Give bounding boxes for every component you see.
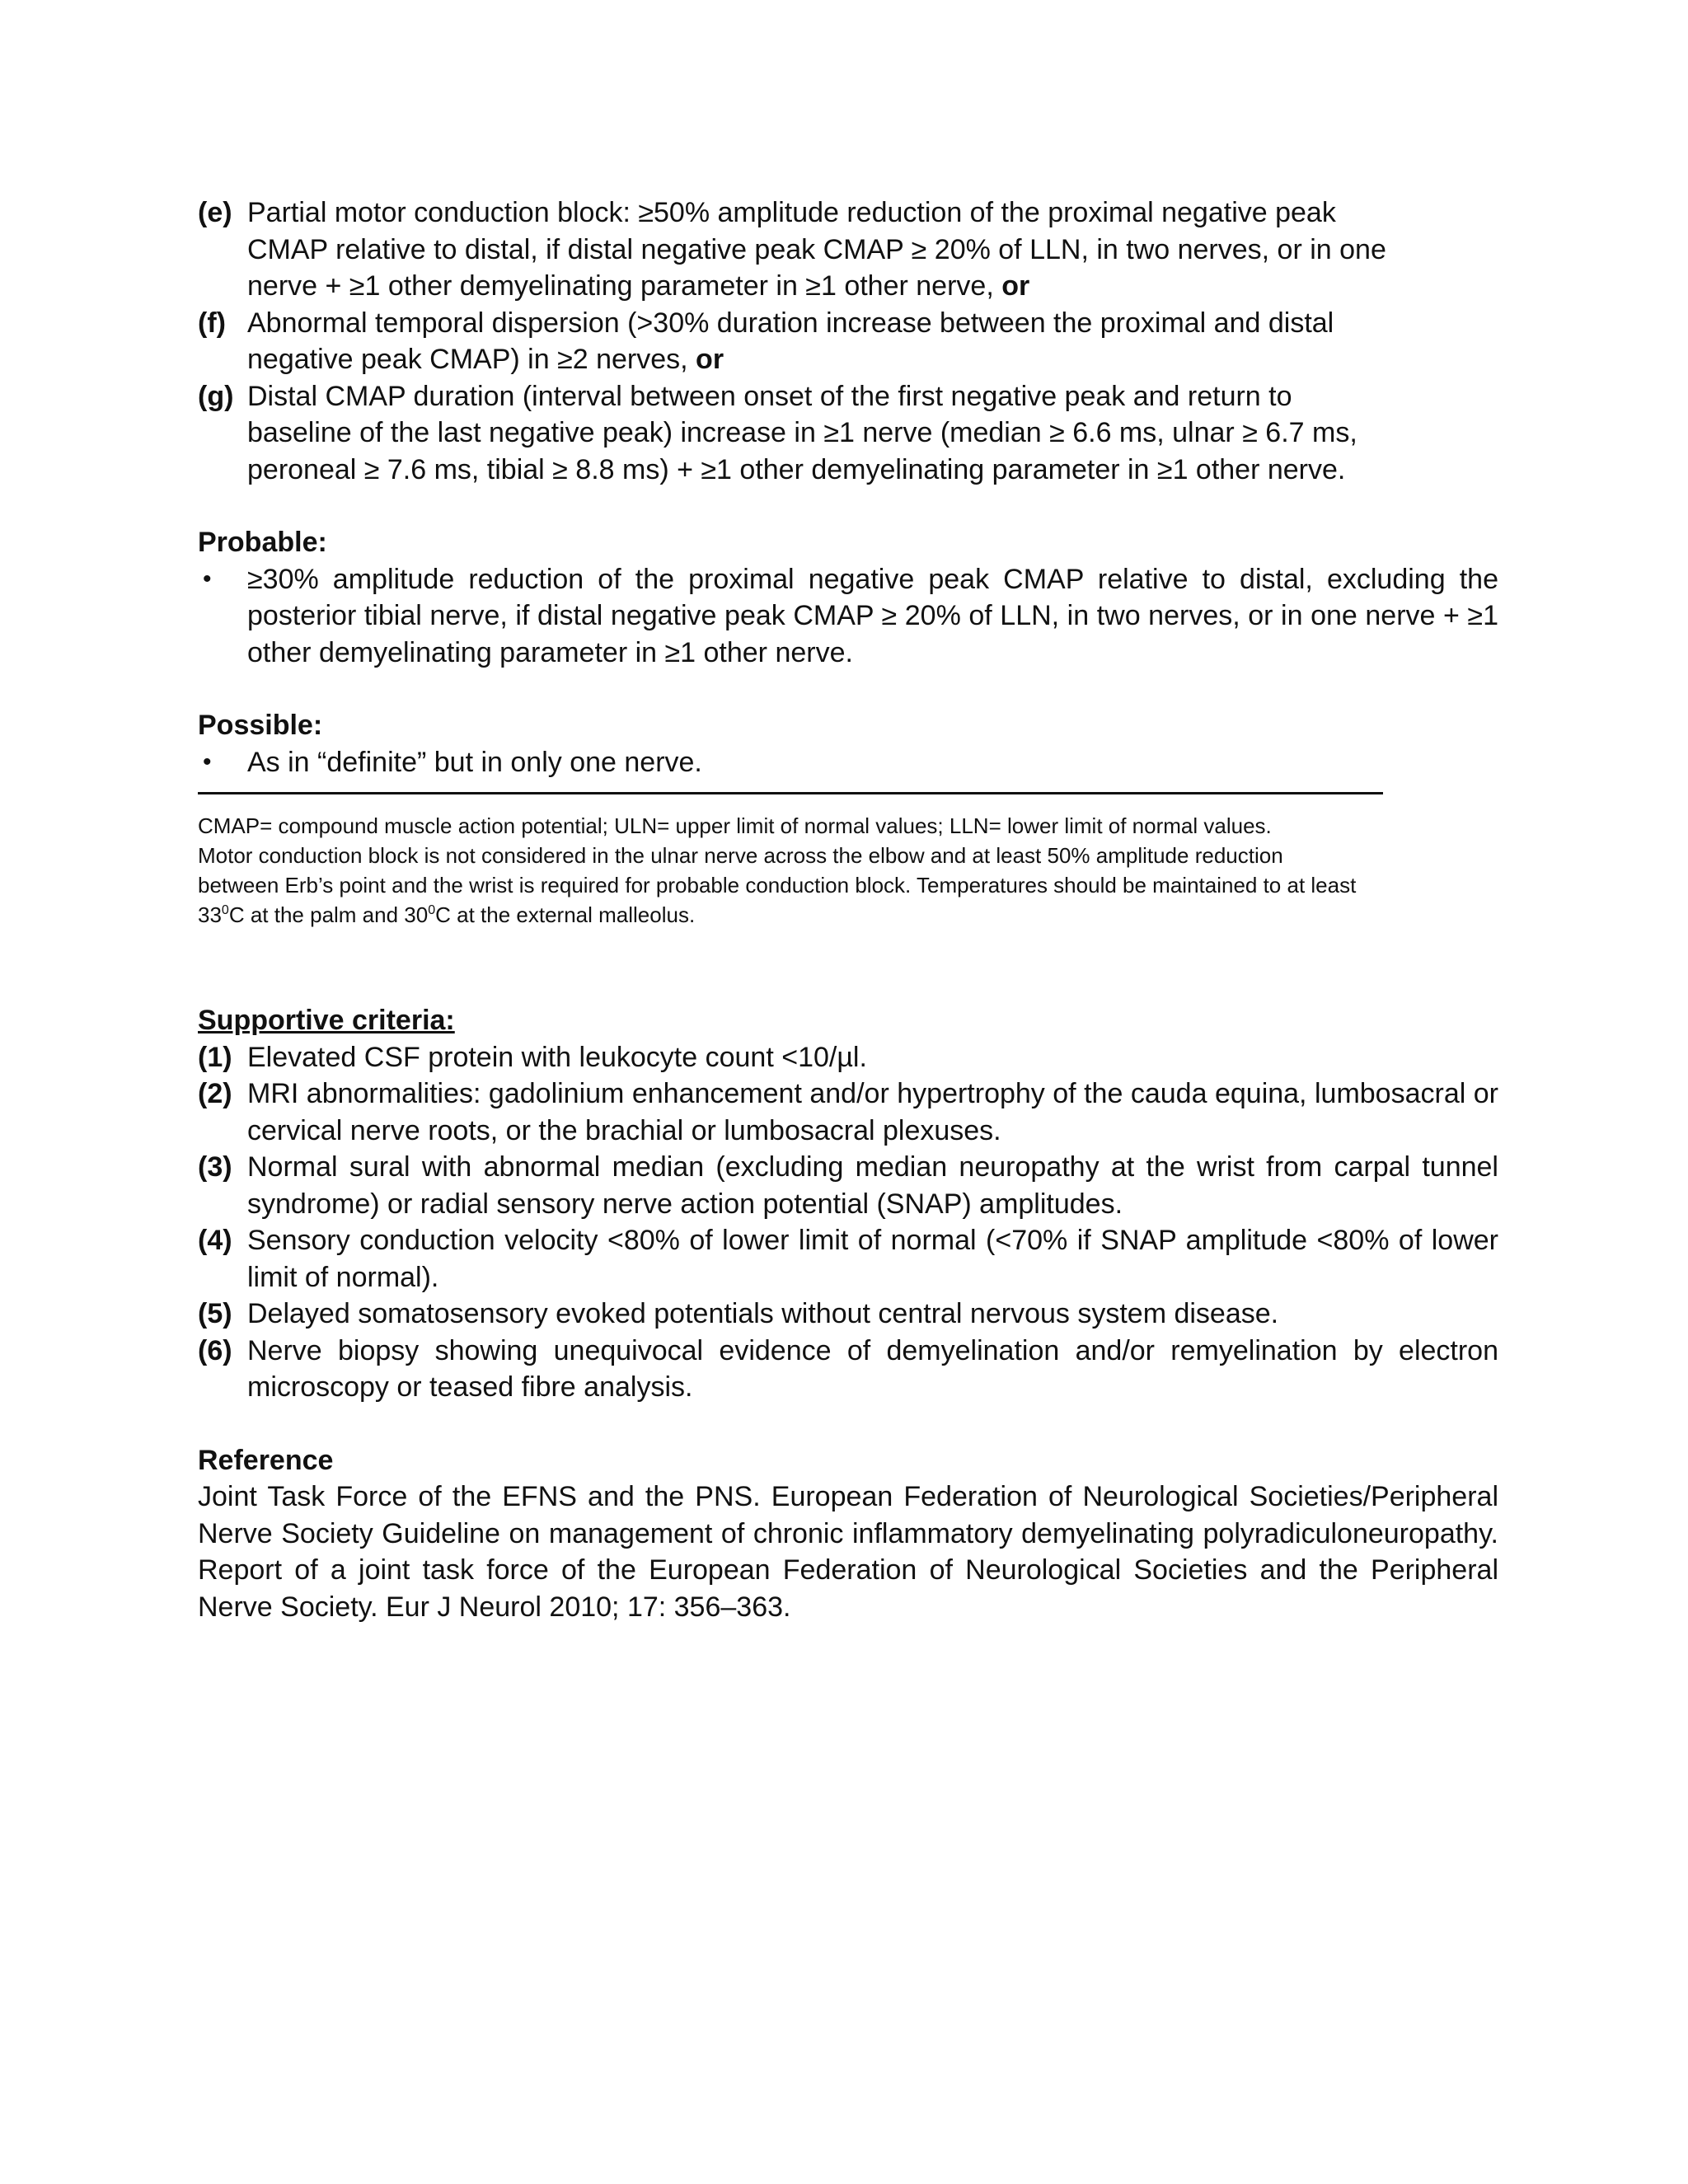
supportive-text: Normal sural with abnormal median (excluding median neuropathy at the wrist from carpal tunnel syndrome) or radial sensory nerve action potential (SNAP) amplitudes.: [247, 1151, 1498, 1220]
supportive-label: (6): [198, 1334, 232, 1366]
criterion-text: Distal CMAP duration (interval between onset of the first negative peak and return to baseline of the last negative peak) increase in ≥1 nerve (median ≥ 6.6 ms, ulnar ≥ 6.7 ms, peroneal ≥ 7.6 ms, tibial ≥ 8.8 ms) + ≥1 other demyelinating parameter in ≥1 other nerve.: [247, 380, 1357, 485]
supportive-item: [198, 1076, 1498, 1149]
criterion-item-e: [198, 194, 1498, 305]
supportive-item: [198, 1296, 1498, 1333]
possible-section: [198, 707, 1498, 780]
probable-bullet-item: [198, 561, 1498, 672]
criterion-label: (e): [198, 197, 232, 228]
supportive-label: (1): [198, 1041, 232, 1073]
criterion-item-g: [198, 378, 1498, 489]
footnote-divider: [198, 792, 1383, 794]
footnote-line: Motor conduction block is not considered in the ulnar nerve across the elbow and at least 50% amplitude reduction: [198, 843, 1283, 868]
criterion-label: (f): [198, 307, 226, 339]
supportive-label: (4): [198, 1225, 232, 1256]
criterion-text: Partial motor conduction block: ≥50% amplitude reduction of the proximal negative peak CMAP relative to distal, if distal negative peak CMAP ≥ 20% of LLN, in two nerves, or in one nerve + ≥1 other demyelinating parameter in ≥1 other nerve, or: [247, 197, 1386, 302]
probable-heading: Probable:: [198, 527, 327, 558]
definite-criteria-list: [198, 194, 1498, 488]
supportive-criteria-section: [198, 1002, 1498, 1406]
supportive-text: Elevated CSF protein with leukocyte count <10/µl.: [247, 1041, 867, 1073]
supportive-item: [198, 1222, 1498, 1296]
criterion-item-f: [198, 305, 1498, 378]
document-page: [198, 194, 1498, 1625]
supportive-text: Nerve biopsy showing unequivocal evidence of demyelination and/or remyelination by electron microscopy or teased fibre analysis.: [247, 1334, 1498, 1403]
criterion-connector: or: [1001, 270, 1030, 302]
footnote: [198, 811, 1498, 930]
supportive-text: Sensory conduction velocity <80% of lower limit of normal (<70% if SNAP amplitude <80% of lower limit of normal).: [247, 1225, 1498, 1293]
criterion-text: Abnormal temporal dispersion (>30% duration increase between the proximal and distal negative peak CMAP) in ≥2 nerves, or: [247, 307, 1334, 375]
possible-text: As in “definite” but in only one nerve.: [247, 746, 702, 778]
footnote-line: between Erb’s point and the wrist is required for probable conduction block. Temperatures should be maintained to at least: [198, 873, 1357, 898]
possible-heading: Possible:: [198, 710, 323, 741]
supportive-item: [198, 1039, 1498, 1076]
supportive-text: MRI abnormalities: gadolinium enhancement and/or hypertrophy of the cauda equina, lumbosacral or cervical nerve roots, or the brachial or lumbosacral plexuses.: [247, 1078, 1498, 1146]
footnote-line: $33^0C$ at the palm and $30^0C$ at the external malleolus.: [198, 902, 696, 927]
reference-heading: Reference: [198, 1444, 334, 1476]
bullet-icon: •: [203, 565, 212, 593]
supportive-label: (2): [198, 1078, 232, 1109]
supportive-text: Delayed somatosensory evoked potentials without central nervous system disease.: [247, 1298, 1279, 1329]
supportive-label: (5): [198, 1298, 232, 1329]
supportive-heading: Supportive criteria:: [198, 1005, 455, 1036]
supportive-label: (3): [198, 1151, 232, 1183]
supportive-item: [198, 1149, 1498, 1222]
bullet-icon: •: [203, 748, 212, 776]
reference-section: [198, 1442, 1498, 1626]
possible-bullet-item: [198, 744, 1498, 781]
probable-text: ≥30% amplitude reduction of the proximal negative peak CMAP relative to distal, excluding the posterior tibial nerve, if distal negative peak CMAP ≥ 20% of LLN, in two nerves, or in one nerve + ≥1 other demyelinating parameter in ≥1 other nerve.: [247, 563, 1498, 668]
probable-section: [198, 524, 1498, 671]
supportive-item: [198, 1333, 1498, 1406]
footnote-line: CMAP= compound muscle action potential; ULN= upper limit of normal values; LLN= lower limit of normal values.: [198, 813, 1272, 838]
criterion-label: (g): [198, 380, 234, 412]
criterion-connector: or: [696, 344, 724, 375]
reference-text: Joint Task Force of the EFNS and the PNS. European Federation of Neurological Societies/Peripheral Nerve Society Guideline on management of chronic inflammatory demyelinating polyradiculoneuropathy. Report of a joint task force of the European Federation of Neurological Societies and the Peripheral Nerve Society. Eur J Neurol 2010; 17: 356–363.: [198, 1481, 1498, 1623]
